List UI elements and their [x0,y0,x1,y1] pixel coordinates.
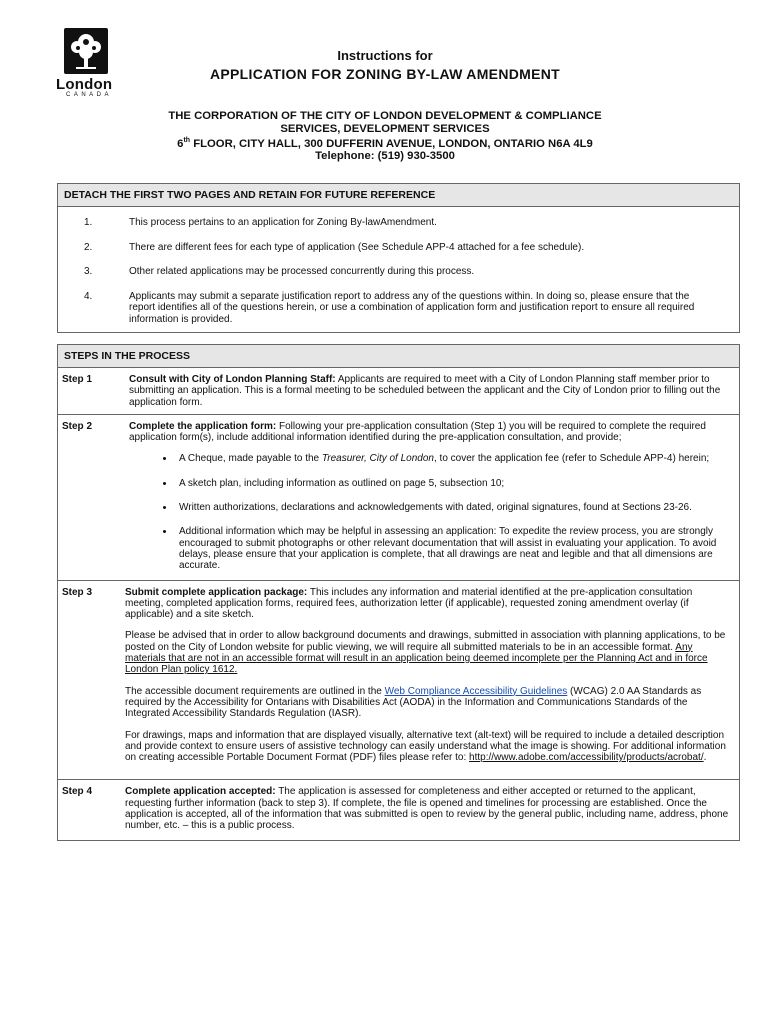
list-item: 3. Other related applications may be processed concurrently during this process. [84,266,475,278]
logo-wordmark: London [56,76,113,93]
list-item: • Additional information which may be helpful in assessing an application: To expedite the review process, you are strongly encouraged to submit photographs or other relevant documentation that will assist in evaluating your application. To avoid delays, please ensure that your application is complete, that all drawings are neat and legible and that all dimensions are accurate. [175,526,733,571]
org-address: 6th FLOOR, CITY HALL, 300 DUFFERIN AVENUE, LONDON, ONTARIO N6A 4L9 [177,137,593,150]
list-item: • Written authorizations, declarations and acknowledgements with dated, original signatures, found at Sections 23-26. [175,502,733,513]
list-item: • A Cheque, made payable to the Treasurer, City of London, to cover the application fee (refer to Schedule APP-4) herein; [175,453,733,464]
title-instructions: Instructions for [337,48,433,63]
org-telephone: Telephone: (519) 930-3500 [315,150,455,163]
accessibility-notice: Please be advised that in order to allow background documents and drawings, submitted in association with planning applications, to be posted on the City of London website for public viewing, we will require all submitted materials to be in an accessible format. Any materials that are not in an accessible format will result in an application being deemed incomplete per the Planning Act and in force London Plan policy 1612. [125,630,726,676]
city-of-london-logo [56,28,120,98]
steps-heading: STEPS IN THE PROCESS [58,345,739,367]
list-item: 4. Applicants may submit a separate justification report to address any of the questions within. In doing so, please ensure that the report identifies all of the questions herein, or use a combination of application form and justification report to ensure all required information is provided. [84,290,695,325]
list-item: • A sketch plan, including information as outlined on page 5, subsection 10; [175,478,733,489]
step-4: Step 4 Complete application accepted: The application is assessed for completeness and either accepted or returned to the applicant, requesting further information (back to step 3). If complete, the file is opened and timelines for processing are established. Once the application is accepted, all of the information that was submitted is open to review by the general public, including name, address, phone number, etc. – this is a public process. [58,779,739,839]
page-title: APPLICATION FOR ZONING BY-LAW AMENDMENT [209,66,561,82]
organization-block [60,110,710,163]
step-3: Step 3 Submit complete application package: This includes any information and material identified at the pre-application consultation meeting, completed application forms, required fees, authorization letter (if applicable), requested zoning amendment overlay (if applicable) and a site sketch. Please be advised that in order to allow background documents and drawings, submitted in association with planning applications, to be posted on the City of London website for public viewing, we will require all submitted materials to be in an accessible format. Any materials that are not in an accessible format will result in an application being deemed incomplete per the Planning Act and in force London Plan policy 1612. The accessible document requirements are outlined in the Web Compliance Accessibility Guidelines (WCAG) 2.0 AA Standards as required by the Accessibility for Ontarians with Disabilities Act (AODA) in the Information and Communications Standards of the Integrated Accessibility Standards Regulation (IASR). For drawings, maps and information that are displayed visually, alternative text (alt-text) will be required to include a detailed description and provide context to ensure users of assistive technology can easily understand what the image is showing. For additional information on creating accessible Portable Document Format (PDF) files please refer to: http://www.adobe.com/accessibility/products/acrobat/. [58,580,739,780]
org-name-line2: SERVICES, DEVELOPMENT SERVICES [280,122,490,135]
step-2: Step 2 Complete the application form: Following your pre-application consultation (Step 1) you will be required to complete the required application form(s), include additional information identified during the pre-application consultation, and provide; • A Cheque, made payable to the Treasurer, City of London, to cover the application fee (refer to Schedule APP-4) herein; • A sketch plan, including information as outlined on page 5, subsection 10; • Written authorizations, declarations and acknowledgements with dated, original signatures, found at Sections 23-26. • Additional information which may be helpful in assessing an application: To expedite the review process, you are strongly encouraged to submit photographs or other relevant documentation that will assist in evaluating your application. To avoid delays, please ensure that your application is complete, that all drawings are neat and legible and that all dimensions are accurate. [58,414,739,580]
step-1: Step 1 Consult with City of London Planning Staff: Applicants are required to meet with a City of London Planning staff member prior to submitting an application. This is a formal meeting to be scheduled between the applicant and the City of London prior to filling out the application form. [58,367,739,414]
detach-heading: DETACH THE FIRST TWO PAGES AND RETAIN FOR FUTURE REFERENCE [58,184,739,207]
adobe-accessibility-link[interactable]: http://www.adobe.com/accessibility/products/acrobat/ [469,752,704,764]
detach-section [57,183,740,333]
steps-section [57,344,740,841]
wcag-guidelines-link[interactable]: Web Compliance Accessibility Guidelines [384,685,568,697]
list-item: 2. There are different fees for each type of application (See Schedule APP-4 attached for a fee schedule). [84,241,585,253]
list-item: 1. This process pertains to an application for Zoning By-lawAmendment. [84,217,437,228]
org-name-line1: THE CORPORATION OF THE CITY OF LONDON DEVELOPMENT & COMPLIANCE [168,110,602,122]
logo-subtitle: CANADA [66,92,113,98]
